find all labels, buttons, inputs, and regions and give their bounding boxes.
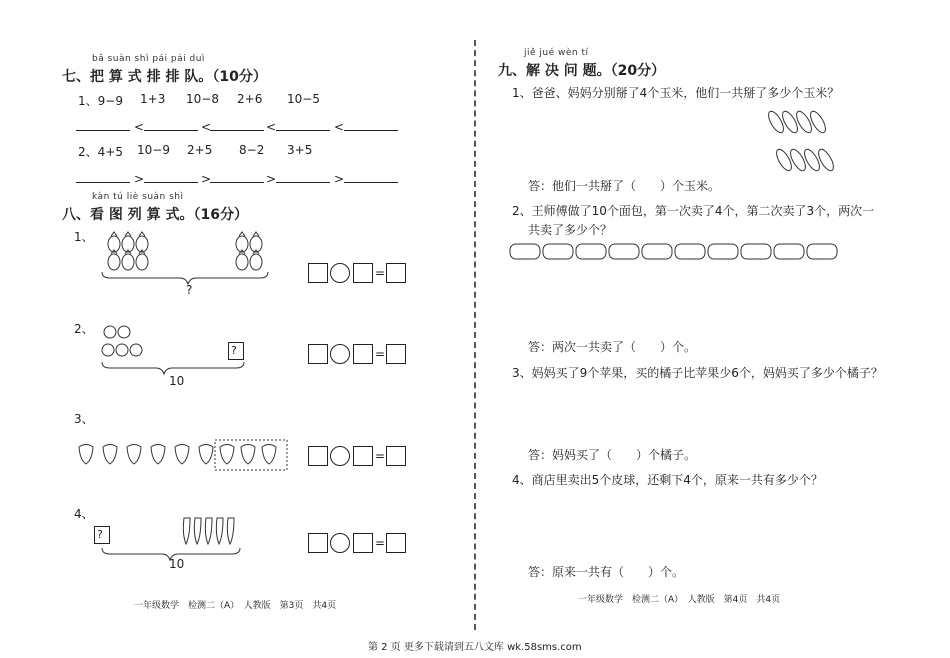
s7-row2-item: 3+5: [287, 143, 313, 157]
orange-icon: [130, 344, 142, 356]
s8-q4-total: 10: [169, 557, 185, 571]
equation-box[interactable]: [353, 446, 373, 466]
pepper-icon: [216, 518, 223, 544]
s8-q2-box-label: ?: [231, 344, 237, 357]
answer-blank[interactable]: [210, 130, 264, 131]
equation-box[interactable]: [308, 446, 328, 466]
answer-blank[interactable]: [276, 130, 330, 131]
equation-box[interactable]: [386, 446, 406, 466]
eggplant-icon: [250, 232, 262, 252]
eggplant-icon: [122, 250, 134, 270]
equation-box[interactable]: [308, 533, 328, 553]
equals-sign: =: [375, 347, 386, 361]
s8-q4-box-label: ?: [97, 528, 103, 541]
s9-q4-text: 4、商店里卖出5个皮球，还剩下4个，原来一共有多少个？: [512, 473, 823, 487]
s9-a2-text: 答：两次一共卖了（ ）个。: [528, 340, 697, 354]
answer-blank[interactable]: [76, 182, 130, 183]
section8-title: 八、看 图 列 算 式。（16分）: [62, 207, 248, 223]
s9-q2-line2: 共卖了多少个？: [528, 223, 613, 237]
greater-than-sign: >: [266, 172, 277, 186]
s7-row2-item: 10−9: [137, 143, 170, 157]
orange-icon: [116, 344, 128, 356]
less-than-sign: <: [134, 120, 145, 134]
operator-circle[interactable]: [330, 533, 350, 553]
bread-icon: [807, 244, 837, 259]
section8-pinyin: kàn tú liè suàn shì: [92, 192, 184, 202]
eggplant-icon: [250, 250, 262, 270]
operator-circle[interactable]: [330, 344, 350, 364]
pepper-icon: [183, 518, 190, 544]
eggplant-icon: [108, 250, 120, 270]
bread-icon: [774, 244, 804, 259]
strawberry-icon: [79, 445, 93, 465]
strawberry-icon: [103, 445, 117, 465]
page-divider: [474, 40, 476, 630]
section7-pinyin: bǎ suàn shì pái pái duì: [92, 54, 205, 64]
equation-box[interactable]: [386, 344, 406, 364]
equation-box[interactable]: [386, 263, 406, 283]
footer-left: 一年级数学 检测二（A） 人教版 第3页 共4页: [134, 601, 337, 611]
s7-row1-label: 1、9−9: [78, 94, 123, 108]
equation-box[interactable]: [353, 344, 373, 364]
equation-box[interactable]: [353, 263, 373, 283]
eggplant-icon: [136, 232, 148, 252]
answer-blank[interactable]: [344, 130, 398, 131]
s7-row1-item: 1+3: [140, 92, 166, 106]
equation-box[interactable]: [308, 263, 328, 283]
equation-box[interactable]: [308, 344, 328, 364]
s9-q1-text: 1、爸爸、妈妈分别掰了4个玉米，他们一共掰了多少个玉米？: [512, 86, 840, 100]
answer-blank[interactable]: [144, 130, 198, 131]
pepper-icon: [227, 518, 234, 544]
s8-q4-number: 4、: [74, 507, 94, 521]
less-than-sign: <: [266, 120, 277, 134]
bread-icon: [741, 244, 771, 259]
eggplant-group-illustration: [100, 226, 280, 288]
equals-sign: =: [375, 449, 386, 463]
s9-a1-text: 答：他们一共掰了（ ）个玉米。: [528, 179, 721, 193]
less-than-sign: <: [201, 120, 212, 134]
s8-q1-total: ?: [186, 283, 193, 297]
s8-q1-number: 1、: [74, 230, 94, 244]
bread-icon: [510, 244, 540, 259]
eggplant-icon: [136, 250, 148, 270]
eggplant-icon: [236, 232, 248, 252]
corn-illustration: [764, 104, 856, 180]
operator-circle[interactable]: [330, 263, 350, 283]
answer-blank[interactable]: [144, 182, 198, 183]
strawberry-icon: [151, 445, 165, 465]
footer-right: 一年级数学 检测二（A） 人教版 第4页 共4页: [578, 595, 781, 605]
s9-q2-line1: 2、王师傅做了10个面包，第一次卖了4个，第二次卖了3个，两次一: [512, 204, 875, 218]
section9-pinyin: jiě jué wèn tí: [524, 48, 589, 58]
strawberry-icon: [220, 445, 234, 465]
bread-icon: [675, 244, 705, 259]
orange-icon: [102, 344, 114, 356]
bread-row-illustration: [508, 240, 848, 264]
s9-a4-text: 答：原来一共有（ ）个。: [528, 565, 685, 579]
equation-box[interactable]: [353, 533, 373, 553]
s7-row1-item: 10−5: [287, 92, 320, 106]
brace-shape: [102, 272, 268, 284]
greater-than-sign: >: [201, 172, 212, 186]
greater-than-sign: >: [134, 172, 145, 186]
s9-a3-text: 答：妈妈买了（ ）个橘子。: [528, 448, 697, 462]
strawberry-icon: [199, 445, 213, 465]
eggplant-icon: [108, 232, 120, 252]
pepper-icon: [205, 518, 212, 544]
answer-blank[interactable]: [344, 182, 398, 183]
s8-q2-total: 10: [169, 374, 185, 388]
bread-icon: [576, 244, 606, 259]
bread-icon: [708, 244, 738, 259]
equals-sign: =: [375, 536, 386, 550]
orange-icon: [118, 326, 130, 338]
section9-title: 九、解 决 问 题。（20分）: [498, 63, 666, 79]
s7-row1-item: 10−8: [186, 92, 219, 106]
orange-icon: [104, 326, 116, 338]
strawberry-icon: [262, 445, 276, 465]
s8-q2-number: 2、: [74, 322, 94, 336]
strawberry-icon: [127, 445, 141, 465]
s8-q3-number: 3、: [74, 412, 94, 426]
s7-row2-item: 2+5: [187, 143, 213, 157]
pepper-icon: [194, 518, 201, 544]
eggplant-icon: [236, 250, 248, 270]
strawberry-icon: [175, 445, 189, 465]
bread-icon: [642, 244, 672, 259]
s9-q3-text: 3、妈妈买了9个苹果，买的橘子比苹果少6个，妈妈买了多少个橘子？: [512, 366, 883, 380]
brace-shape: [102, 362, 244, 374]
pepper-group-illustration: [96, 512, 256, 562]
s7-row2-item: 8−2: [239, 143, 265, 157]
equals-sign: =: [375, 266, 386, 280]
bread-icon: [543, 244, 573, 259]
strawberry-row-illustration: [74, 438, 294, 472]
strawberry-icon: [241, 445, 255, 465]
answer-blank[interactable]: [210, 182, 264, 183]
eggplant-icon: [122, 232, 134, 252]
s7-row1-item: 2+6: [237, 92, 263, 106]
bread-icon: [609, 244, 639, 259]
footer-bottom: 第 2 页 更多下载请到五八文库 wk.58sms.com: [368, 642, 582, 653]
answer-blank[interactable]: [76, 130, 130, 131]
less-than-sign: <: [334, 120, 345, 134]
equation-box[interactable]: [386, 533, 406, 553]
answer-blank[interactable]: [276, 182, 330, 183]
section7-title: 七、把 算 式 排 排 队。（10分）: [62, 69, 267, 85]
operator-circle[interactable]: [330, 446, 350, 466]
s7-row2-label: 2、4+5: [78, 145, 123, 159]
greater-than-sign: >: [334, 172, 345, 186]
